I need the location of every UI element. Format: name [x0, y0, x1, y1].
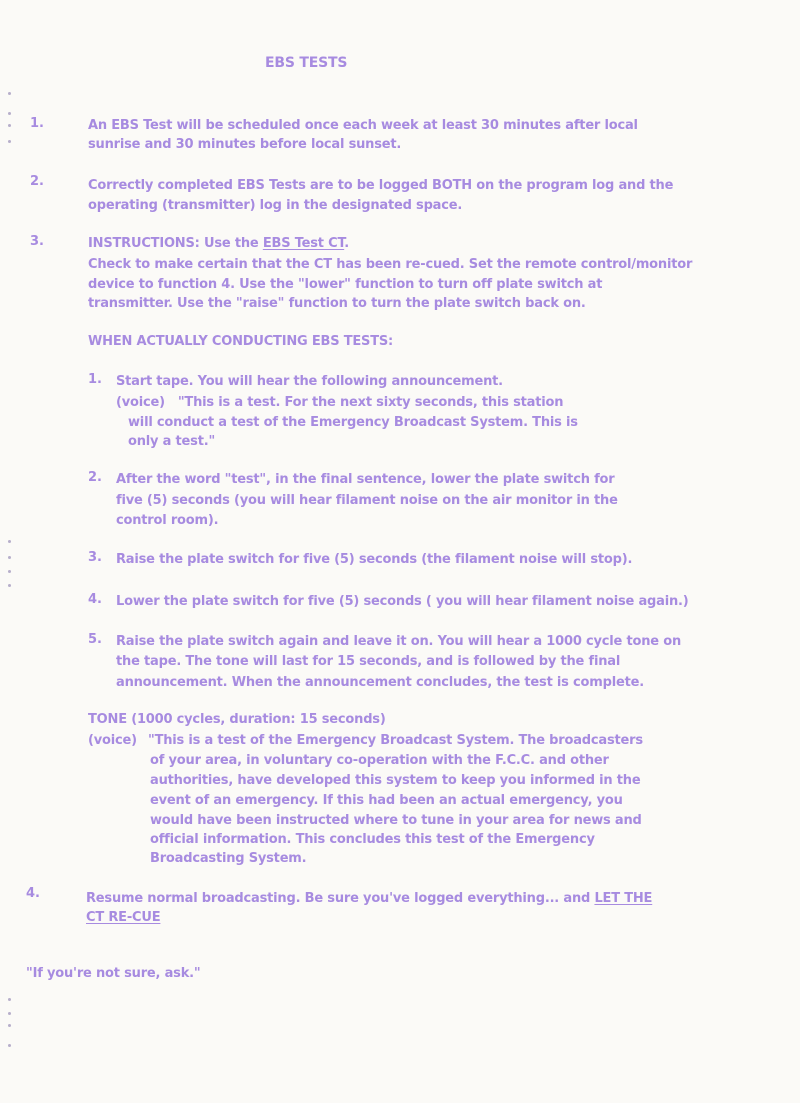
- item-2-line-2: operating (transmitter) log in the designated space.: [88, 198, 463, 213]
- tone-line-4: event of an emergency. If this had been an actual emergency, you: [150, 793, 623, 808]
- step-2-number: 2.: [88, 470, 102, 485]
- item-4-text: Resume normal broadcasting. Be sure you've logged everything... and: [86, 891, 595, 906]
- page-title: EBS TESTS: [265, 55, 348, 71]
- step-4-line-1: Lower the plate switch for five (5) seconds ( you will hear filament noise again.): [116, 594, 689, 609]
- scan-mark: [8, 1012, 11, 1015]
- step-1-line-3: will conduct a test of the Emergency Broadcast System. This is: [128, 415, 578, 430]
- step-5-line-2: the tape. The tone will last for 15 seconds, and is followed by the final: [116, 654, 621, 669]
- step-2-line-1: After the word "test", in the final sentence, lower the plate switch for: [116, 472, 615, 487]
- tone-line: TONE (1000 cycles, duration: 15 seconds): [88, 712, 386, 727]
- tone-line-2: of your area, in voluntary co-operation with the F.C.C. and other: [150, 753, 609, 768]
- item-2-number: 2.: [30, 174, 44, 189]
- instructions-suffix: .: [344, 236, 349, 251]
- step-5-number: 5.: [88, 632, 102, 647]
- scan-mark: [8, 584, 11, 587]
- step-2-line-3: control room).: [116, 513, 219, 528]
- scan-mark: [8, 140, 11, 143]
- tone-line-6: official information. This concludes this test of the Emergency: [150, 832, 595, 847]
- instructions-underlined: EBS Test CT: [262, 236, 345, 251]
- item-4-emphasis-1: LET THE: [594, 891, 653, 906]
- step-1-line-2: (voice) "This is a test. For the next sixty seconds, this station: [116, 395, 564, 410]
- scan-mark: [8, 556, 11, 559]
- step-5-line-1: Raise the plate switch again and leave it on. You will hear a 1000 cycle tone on: [116, 634, 682, 649]
- item-1-line-2: sunrise and 30 minutes before local sunset.: [88, 137, 402, 152]
- scan-mark: [8, 112, 11, 115]
- instructions-prefix: INSTRUCTIONS: Use the: [88, 236, 263, 251]
- step-4-number: 4.: [88, 592, 102, 607]
- scan-mark: [8, 570, 11, 573]
- item-1-number: 1.: [30, 116, 44, 131]
- item-3-line-1: Check to make certain that the CT has been re-cued. Set the remote control/monitor: [88, 257, 693, 272]
- scan-mark: [8, 124, 11, 127]
- item-3-number: 3.: [30, 234, 44, 249]
- item-2-line-1: Correctly completed EBS Tests are to be logged BOTH on the program log and the: [88, 178, 674, 193]
- when-heading: WHEN ACTUALLY CONDUCTING EBS TESTS:: [88, 334, 394, 349]
- item-3-line-2: device to function 4. Use the "lower" function to turn off plate switch at: [88, 277, 603, 292]
- tone-line-1: "This is a test of the Emergency Broadcast System. The broadcasters: [148, 733, 643, 748]
- scan-mark: [8, 998, 11, 1001]
- tone-line-3: authorities, have developed this system to keep you informed in the: [150, 773, 641, 788]
- step-3-number: 3.: [88, 550, 102, 565]
- step-3-line-1: Raise the plate switch for five (5) seconds (the filament noise will stop).: [116, 552, 633, 567]
- step-5-line-3: announcement. When the announcement concludes, the test is complete.: [116, 675, 644, 690]
- tone-line-5: would have been instructed where to tune in your area for news and: [150, 813, 642, 828]
- item-3-instructions: [88, 234, 349, 254]
- step-1-number: 1.: [88, 372, 102, 387]
- scan-mark: [8, 92, 11, 95]
- scan-mark: [8, 540, 11, 543]
- item-1-line-1: An EBS Test will be scheduled once each week at least 30 minutes after local: [88, 118, 638, 133]
- item-4-line-1: [86, 889, 652, 909]
- item-3-line-3: transmitter. Use the "raise" function to turn the plate switch back on.: [88, 296, 586, 311]
- tone-voice-label: (voice): [88, 733, 137, 748]
- step-2-line-2: five (5) seconds (you will hear filament noise on the air monitor in the: [116, 493, 618, 508]
- step-1-line-1: Start tape. You will hear the following announcement.: [116, 374, 503, 389]
- item-4-emphasis-2: CT RE-CUE: [86, 910, 161, 925]
- footer-quote: "If you're not sure, ask.": [26, 966, 201, 981]
- step-1-line-4: only a test.": [128, 434, 216, 449]
- item-4-number: 4.: [26, 886, 40, 901]
- scan-mark: [8, 1044, 11, 1047]
- tone-line-7: Broadcasting System.: [150, 851, 307, 866]
- scan-mark: [8, 1024, 11, 1027]
